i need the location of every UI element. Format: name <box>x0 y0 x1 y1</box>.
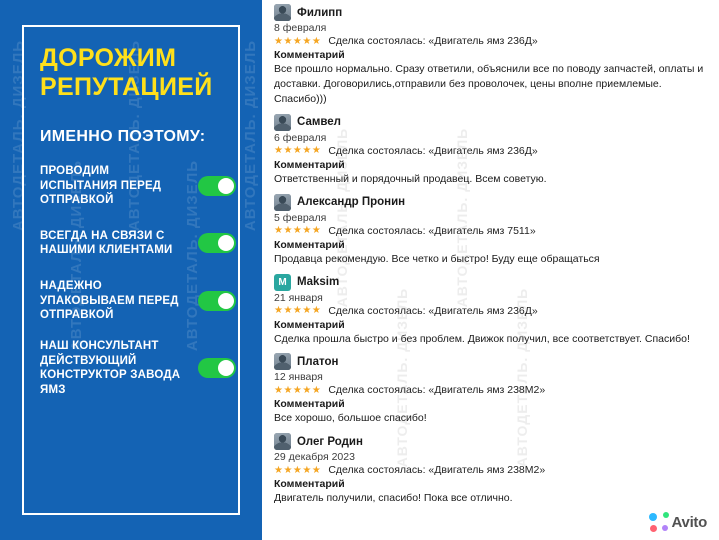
feature-toggle[interactable] <box>198 291 236 311</box>
review-comment-text: Все прошло нормально. Сразу ответили, объяснили все по поводу запчастей, оплаты и доставки. Договорились,отправили без проволочек, цены вполне приемлемые. Спасибо))) <box>274 63 704 105</box>
avatar <box>274 4 291 21</box>
toggle-knob <box>218 293 234 309</box>
review-rating-row <box>274 384 709 396</box>
review-comment-label: Комментарий <box>274 49 345 61</box>
review-header <box>274 4 709 21</box>
review-author: Платон <box>297 355 339 368</box>
rating-stars-icon: ★★★★★ <box>274 305 322 317</box>
review-author: Александр Пронин <box>297 196 406 209</box>
feature-item <box>40 339 236 397</box>
feature-toggle[interactable] <box>198 176 236 196</box>
rating-stars-icon: ★★★★★ <box>274 145 322 157</box>
avatar <box>274 433 291 450</box>
promo-headline: ДОРОЖИМ РЕПУТАЦИЕЙ <box>40 44 213 101</box>
review-deal: Сделка состоялась: «Двигатель ямз 7511» <box>328 224 536 237</box>
feature-label: ВСЕГДА НА СВЯЗИ С НАШИМИ КЛИЕНТАМИ <box>40 229 173 257</box>
review-deal: Сделка состоялась: «Двигатель ямз 236Д» <box>328 35 538 47</box>
review-header <box>274 274 709 291</box>
review-header <box>274 194 709 211</box>
feature-item <box>40 224 236 262</box>
review-header <box>274 353 709 370</box>
feature-item <box>40 164 236 207</box>
rating-stars-icon: ★★★★★ <box>274 384 322 396</box>
promo-content <box>40 44 236 414</box>
review-comment-text: Все хорошо, большое спасибо! <box>274 412 427 425</box>
avito-dots-icon <box>649 512 669 532</box>
review-comment-label: Комментарий <box>274 238 345 251</box>
review-comment-label: Комментарий <box>274 398 345 411</box>
watermark-right: АВТОДЕТАЛЬ. ДИЗЕЛЬ АВТОДЕТАЛЬ. ДИЗЕЛЬ АВТОДЕТАЛЬ. ДИЗЕЛЬ АВТОДЕТАЛЬ. ДИЗЕЛЬ <box>333 127 530 468</box>
review-date: 5 февраля <box>274 211 327 224</box>
reviews-panel <box>262 0 719 540</box>
review-rating-row <box>274 145 709 157</box>
review-date: 21 января <box>274 291 323 304</box>
review-comment-label: Комментарий <box>274 158 345 171</box>
rating-stars-icon: ★★★★★ <box>274 35 322 47</box>
feature-label: НАДЕЖНО УПАКОВЫВАЕМ ПЕРЕД ОТПРАВКОЙ <box>40 280 179 322</box>
review-date: 8 февраля <box>274 22 327 34</box>
review-comment-text: Ответственный и порядочный продавец. Всем советую. <box>274 172 547 185</box>
feature-label: ПРОВОДИМ ИСПЫТАНИЯ ПЕРЕД ОТПРАВКОЙ <box>40 165 162 206</box>
avito-wordmark: Avito <box>671 513 707 531</box>
rating-stars-icon: ★★★★★ <box>274 225 322 237</box>
review-date: 29 декабря 2023 <box>274 451 355 464</box>
review-author: Филипп <box>297 6 343 19</box>
review-comment-text: Продавца рекомендую. Все четко и быстро! Буду еще обращаться <box>274 252 600 265</box>
rating-stars-icon: ★★★★★ <box>274 464 322 476</box>
review-comment-text: Двигатель получили, спасибо! Пока все отлично. <box>274 492 513 505</box>
review-deal: Сделка состоялась: «Двигатель ямз 236Д» <box>328 144 538 157</box>
review-header <box>274 433 709 450</box>
review-date: 6 февраля <box>274 131 327 144</box>
avatar: M <box>274 274 291 291</box>
review-comment-text: Сделка прошла быстро и без проблем. Движок получил, все соответствует. Спасибо! <box>274 332 690 345</box>
review-rating-row <box>274 225 709 237</box>
reviews-list <box>274 4 709 506</box>
review-header <box>274 114 709 131</box>
promo-panel <box>0 0 262 540</box>
review-rating-row <box>274 464 709 476</box>
toggle-knob <box>218 235 234 251</box>
avatar <box>274 114 291 131</box>
review-item <box>274 114 709 187</box>
review-deal: Сделка состоялась: «Двигатель ямз 238М2» <box>328 464 546 477</box>
avito-logo <box>649 512 707 532</box>
review-deal: Сделка состоялась: «Двигатель ямз 238М2» <box>328 384 546 397</box>
review-deal: Сделка состоялась: «Двигатель ямз 236Д» <box>328 304 538 317</box>
review-item <box>274 274 709 347</box>
promo-subhead: ИМЕННО ПОЭТОМУ: <box>40 128 206 145</box>
toggle-knob <box>218 360 234 376</box>
review-rating-row <box>274 35 709 47</box>
avatar <box>274 194 291 211</box>
review-author: Самвел <box>297 116 341 129</box>
watermark-left: АВТОДЕТАЛЬ. ДИЗЕЛЬ АВТОДЕТАЛЬ. ДИЗЕЛЬ АВТОДЕТАЛЬ. ДИЗЕЛЬ АВТОДЕТАЛЬ. ДИЗЕЛЬ АВТОДЕТАЛЬ. ДИЗЕЛЬ <box>10 40 259 352</box>
review-comment-label: Комментарий <box>274 318 345 331</box>
review-author: Maksim <box>297 276 340 289</box>
review-item <box>274 194 709 267</box>
review-rating-row <box>274 305 709 317</box>
review-date: 12 января <box>274 371 323 384</box>
review-comment-label: Комментарий <box>274 478 345 491</box>
feature-label: НАШ КОНСУЛЬТАНТ ДЕЙСТВУЮЩИЙ КОНСТРУКТОР ЗАВОДА ЯМЗ <box>40 340 181 396</box>
review-item <box>274 4 709 107</box>
review-item <box>274 353 709 426</box>
feature-toggle[interactable] <box>198 358 236 378</box>
avatar <box>274 353 291 370</box>
review-item <box>274 433 709 506</box>
feature-toggle[interactable] <box>198 233 236 253</box>
review-author: Олег Родин <box>297 435 363 448</box>
feature-item <box>40 279 236 322</box>
toggle-knob <box>218 178 234 194</box>
